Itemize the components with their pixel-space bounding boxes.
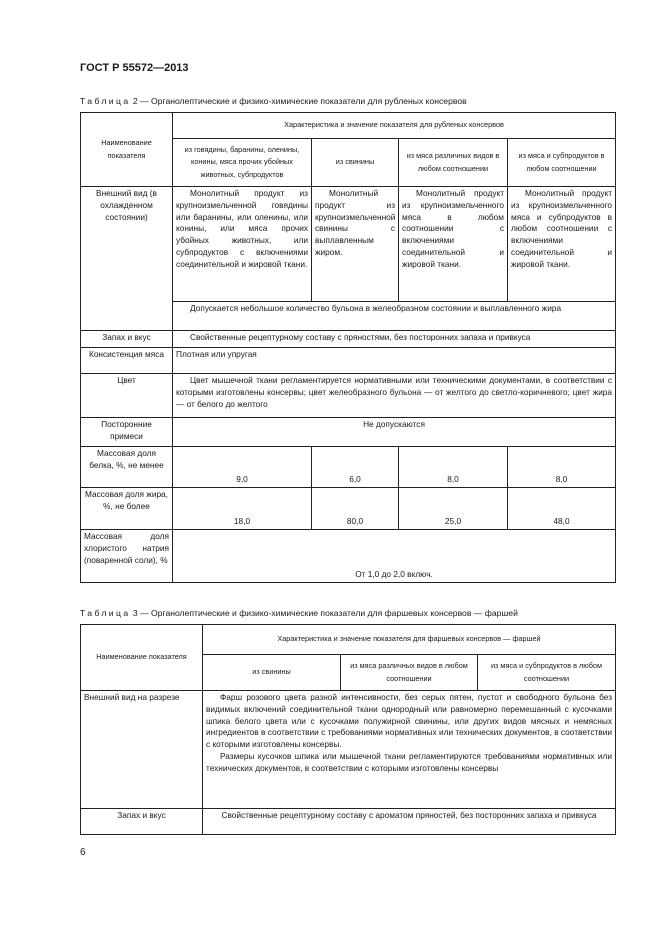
- table-row: [81, 113, 616, 139]
- fat-value-4: 48,0: [508, 488, 616, 530]
- table3-col1: из свинины: [203, 655, 341, 691]
- table-row: [81, 374, 616, 418]
- t3-appearance-value: [203, 691, 616, 809]
- table3-col-name: Наименование показателя: [81, 625, 203, 691]
- table3-col-group: Характеристика и значение показателя для фаршевых консервов — фаршей: [203, 625, 616, 655]
- impurities-value: Не допускаются: [173, 418, 616, 447]
- row-name-impurities: Посторонние примеси: [81, 418, 173, 447]
- table3: [80, 624, 616, 835]
- appearance-value-2: Монолитный продукт из крупноизмельченной свинины с выплавленным жиром.: [312, 187, 399, 302]
- row-name-protein: Массовая доля белка, %, не менее: [81, 447, 173, 488]
- fat-value-3: 25,0: [399, 488, 508, 530]
- table2-caption-word: Таблица: [80, 96, 131, 106]
- t3-appearance-paragraph-1: Фарш розового цвета разной интенсивности, без серых пятен, пустот и свободного бульона без видимых включений соединительной ткани однородный или равномерно перемешанный с кусочками шпика белого цвета или с кусочками полужирной свинины, или других видов мясных и немясных ингредиентов в соответствии с требованиями нормативных или технических документов, в соответствии с которыми изготовлены консервы.: [206, 692, 612, 750]
- row-name-fat: Массовая доля жира, %, не более: [81, 488, 173, 530]
- table3-col2: из мяса различных видов в любом соотношении: [341, 655, 478, 691]
- t3-smell-value: Свойственные рецептурному составу с ароматом пряностей, без посторонних запаха и привкуса: [203, 809, 616, 835]
- appearance-value-4: Монолитный продукт из крупноизмельченного мяса и субпродуктов в любом соотношении с включениями соединительной и жировой ткани.: [508, 187, 616, 302]
- consistency-value: Плотная или упругая: [173, 348, 616, 374]
- table-row: [81, 187, 616, 302]
- table3-caption-text: 3 — Органолептические и физико-химические показатели для фаршевых консервов — фаршей: [130, 608, 518, 618]
- row-name-salt: Массовая доля хлористого натрия (поваренной соли), %: [81, 530, 173, 583]
- table2-col2: из свинины: [312, 139, 399, 187]
- table2-col4: из мяса и субпродуктов в любом соотношении: [508, 139, 616, 187]
- row-name-smell: Запах и вкус: [81, 331, 173, 348]
- table2-col3: из мяса различных видов в любом соотношении: [399, 139, 508, 187]
- t3-row-name-appearance: Внешний вид на разрезе: [81, 691, 203, 809]
- fat-value-2: 80,0: [312, 488, 399, 530]
- table2-col-group: Характеристика и значение показателя для рубленых консервов: [173, 113, 616, 139]
- table-row: [81, 488, 616, 530]
- table2-col1: из говядины, баранины, оленины, конины, мяса прочих убойных животных, субпродуктов: [173, 139, 312, 187]
- protein-value-4: 8,0: [508, 447, 616, 488]
- table-row: [81, 809, 616, 835]
- protein-value-2: 6,0: [312, 447, 399, 488]
- table-row: [81, 418, 616, 447]
- table2-col-name: Наименование показателя: [81, 113, 173, 187]
- page-number: 6: [80, 847, 86, 858]
- appearance-value-1: Монолитный продукт из крупноизмельченной говядины или баранины, или оленины, или конины, или мяса прочих убойных животных, или субпродуктов с включениями соединительной и жировой ткани.: [173, 187, 312, 302]
- appearance-note: Допускается небольшое количество бульона в желеобразном состоянии и выплавленного жира: [173, 302, 616, 331]
- appearance-value-3: Монолитный продукт из крупноизмельченного мяса в любом соотношении с включениями соединительной и жировой ткани.: [399, 187, 508, 302]
- document-header: ГОСТ Р 55572—2013: [80, 62, 189, 74]
- table-row: [81, 348, 616, 374]
- fat-value-1: 18,0: [173, 488, 312, 530]
- protein-value-3: 8,0: [399, 447, 508, 488]
- table-row: [81, 530, 616, 583]
- row-name-consistency: Консистенция мяса: [81, 348, 173, 374]
- table2: [80, 112, 616, 583]
- table-row: [81, 331, 616, 348]
- t3-appearance-paragraph-2: Размеры кусочков шпика или мышечной ткани регламентируются требованиями нормативных или технических документов, в соответствии с которыми изготовлены консервы: [206, 750, 612, 773]
- table-row: [81, 447, 616, 488]
- smell-value: Свойственные рецептурному составу с пряностями, без посторонних запаха и привкуса: [173, 331, 616, 348]
- table2-caption: [80, 96, 467, 106]
- salt-value: От 1,0 до 2,0 включ.: [173, 530, 616, 583]
- table-row: [81, 691, 616, 809]
- protein-value-1: 9,0: [173, 447, 312, 488]
- color-value: Цвет мышечной ткани регламентируется нормативными или техническими документами, в соответствии с которыми изготовлены консервы; цвет желеобразного бульона — от желтого до светло-коричневого; цвет жира — от белого до желтого: [173, 374, 616, 418]
- row-name-color: Цвет: [81, 374, 173, 418]
- table3-caption-word: Таблица: [80, 608, 131, 618]
- table-row: [81, 625, 616, 655]
- table3-caption: [80, 608, 518, 618]
- table3-col3: из мяса и субпродуктов в любом соотношении: [478, 655, 616, 691]
- t3-row-name-smell: Запах и вкус: [81, 809, 203, 835]
- table2-caption-text: 2 — Органолептические и физико-химические показатели для рубленых консервов: [130, 96, 467, 106]
- row-name-appearance: Внешний вид (в охлажденном состоянии): [81, 187, 173, 331]
